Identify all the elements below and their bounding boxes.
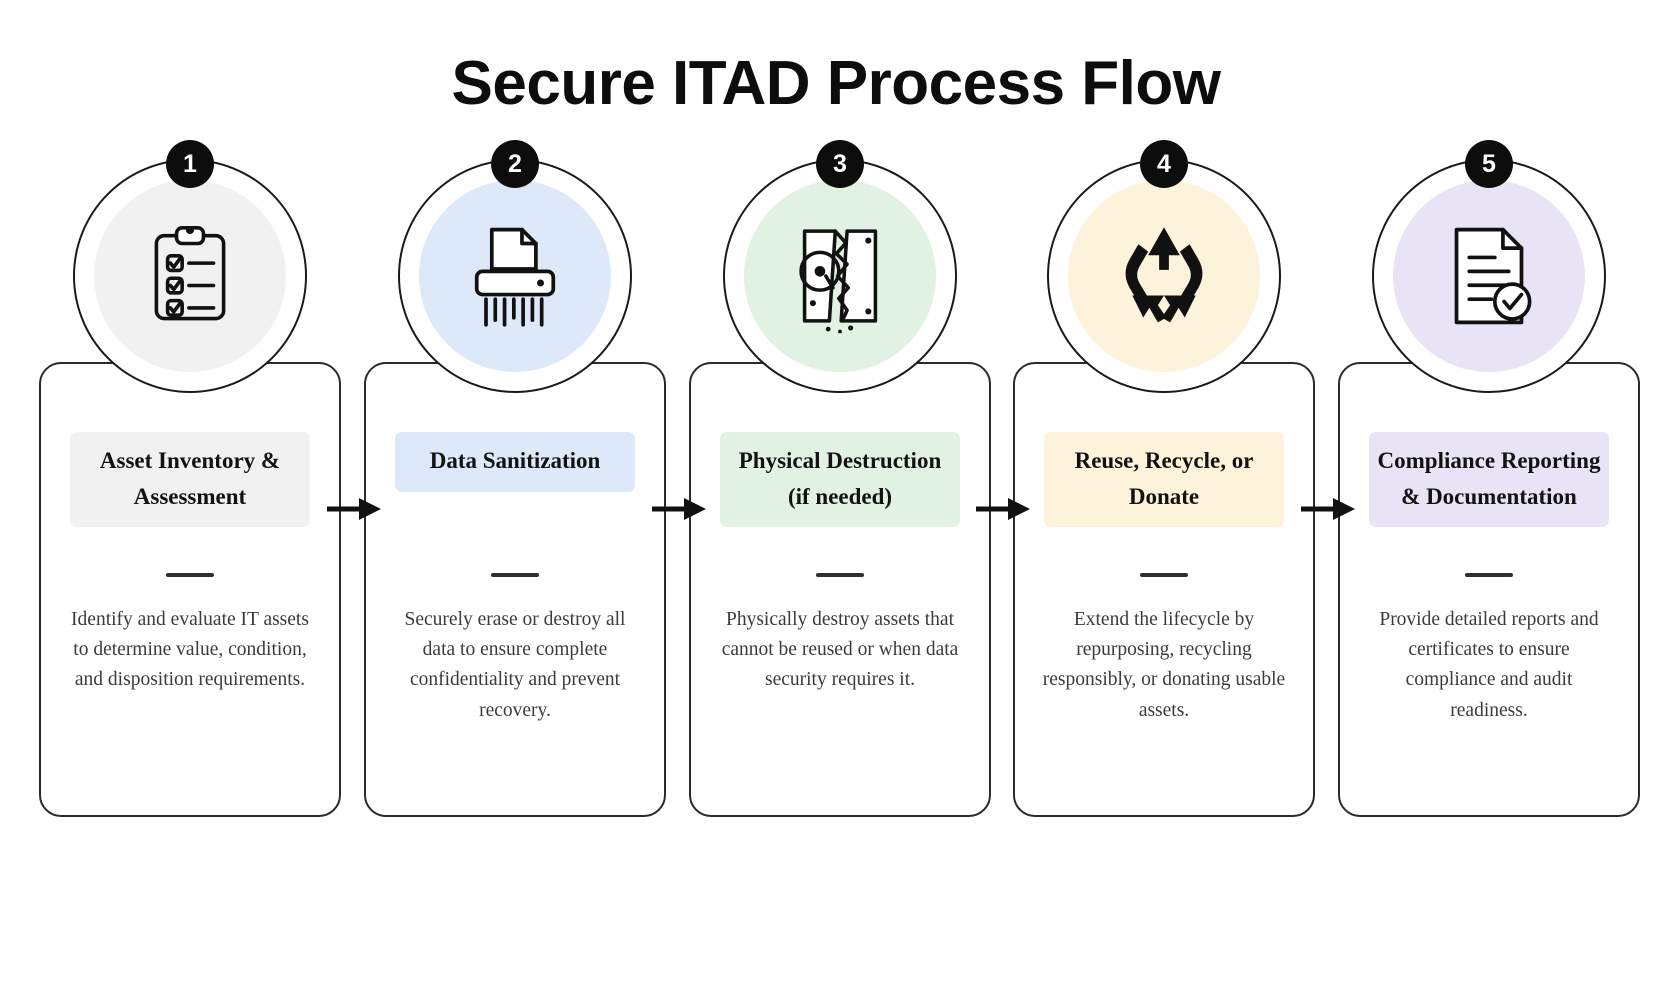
step-card-5: [1338, 362, 1640, 817]
page-title: Secure ITAD Process Flow: [451, 49, 1221, 118]
arrow-right-icon-1: [325, 494, 383, 524]
step-label-5: Compliance Reporting & Documentation: [1369, 432, 1609, 527]
step-number-badge: 5: [1465, 140, 1513, 188]
step-number-badge: 2: [491, 140, 539, 188]
step-description-1: Identify and evaluate IT assets to determine value, condition, and disposition requirements.: [71, 609, 309, 691]
step-description-3: Physically destroy assets that cannot be reused or when data security requires it.: [721, 609, 959, 691]
document-check-icon: [1372, 159, 1606, 393]
label-divider: [816, 573, 864, 577]
step-label-1: Asset Inventory & Assessment: [70, 432, 310, 527]
step-number-badge: 3: [816, 140, 864, 188]
process-flow-diagram: [0, 149, 1672, 919]
step-card-3: [689, 362, 991, 817]
step-icon-circle-4: [1047, 149, 1281, 393]
label-divider: [491, 573, 539, 577]
recycle-icon: [1047, 159, 1281, 393]
step-description-5: Provide detailed reports and certificates to ensure compliance and audit readiness.: [1379, 609, 1599, 721]
label-divider: [1465, 573, 1513, 577]
step-label-4: Reuse, Recycle, or Donate: [1044, 432, 1284, 527]
step-card-1: [39, 362, 341, 817]
paper-shredder-icon: [398, 159, 632, 393]
label-divider: [1140, 573, 1188, 577]
arrow-right-icon-4: [1299, 494, 1357, 524]
step-card-2: [364, 362, 666, 817]
step-label-3: Physical Destruction (if needed): [720, 432, 960, 527]
step-card-4: [1013, 362, 1315, 817]
label-divider: [166, 573, 214, 577]
arrow-right-icon-2: [650, 494, 708, 524]
step-icon-circle-1: [73, 149, 307, 393]
step-number-badge: 1: [166, 140, 214, 188]
broken-hard-drive-icon: [723, 159, 957, 393]
step-icon-circle-3: [723, 149, 957, 393]
step-label-2: Data Sanitization: [395, 432, 635, 492]
clipboard-checklist-icon: [73, 159, 307, 393]
step-description-4: Extend the lifecycle by repurposing, recycling responsibly, or donating usable assets.: [1042, 609, 1286, 721]
arrow-right-icon-3: [974, 494, 1032, 524]
step-number-badge: 4: [1140, 140, 1188, 188]
step-description-2: Securely erase or destroy all data to ensure complete confidentiality and prevent recovery.: [404, 609, 626, 721]
step-icon-circle-2: [398, 149, 632, 393]
step-icon-circle-5: [1372, 149, 1606, 393]
